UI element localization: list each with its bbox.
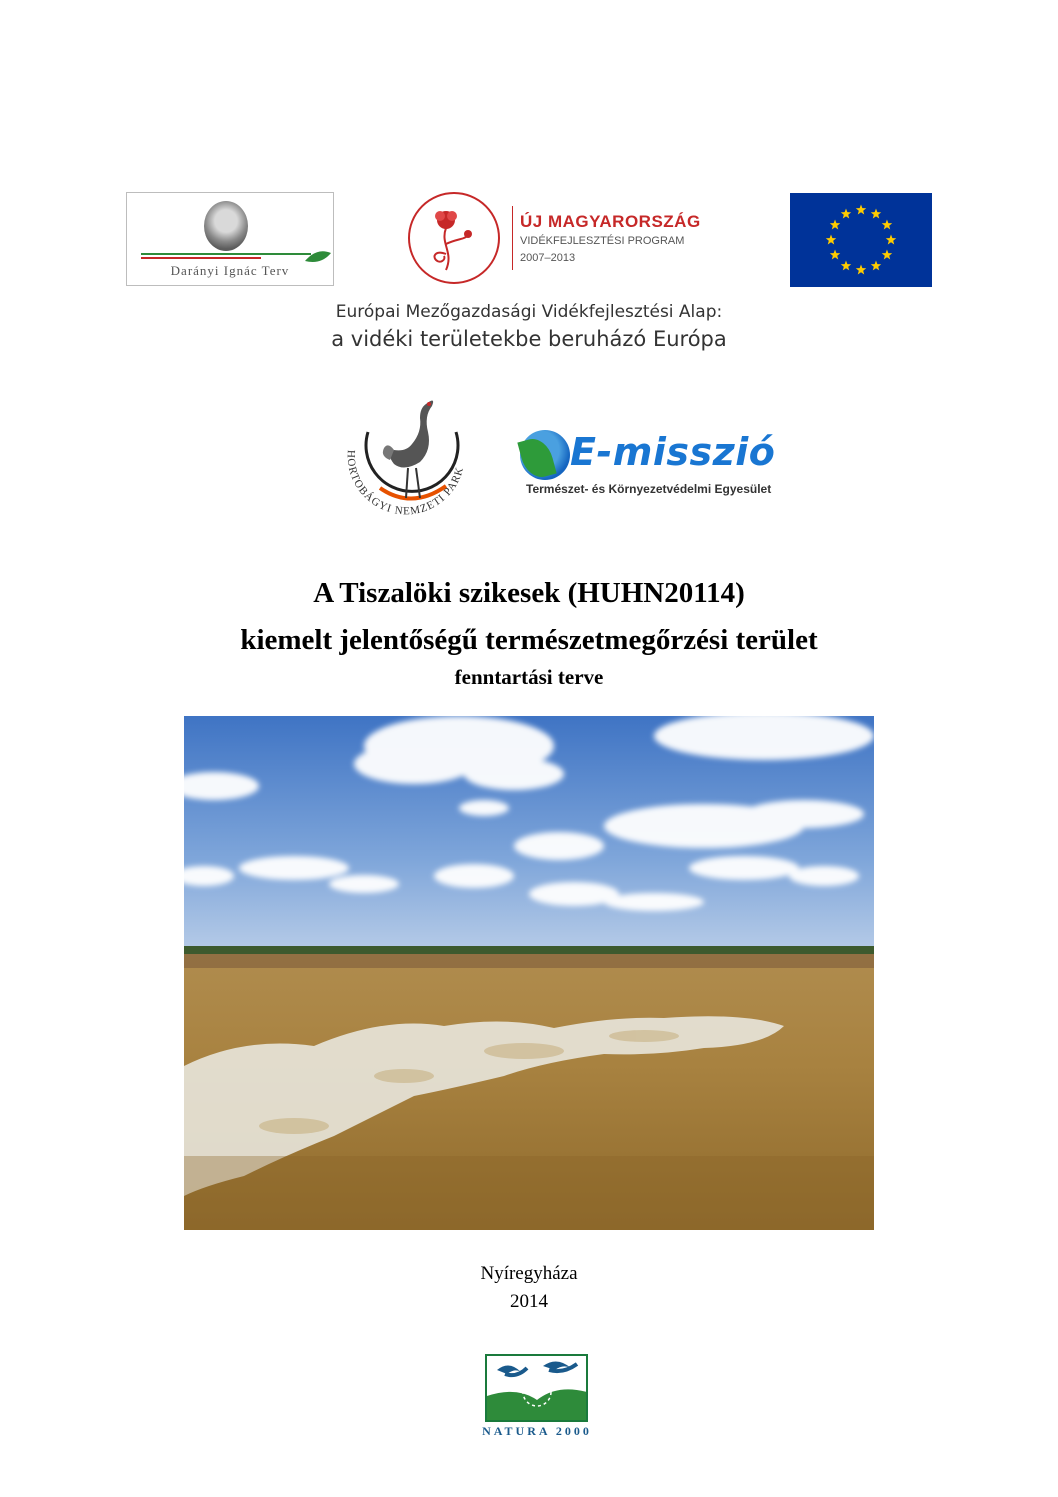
eu-star-icon bbox=[841, 209, 851, 219]
crane-emblem-icon bbox=[328, 392, 488, 522]
saline-grassland-photo bbox=[184, 716, 874, 1230]
eu-star-icon bbox=[830, 250, 840, 260]
e-misszio-logo bbox=[518, 428, 786, 502]
flower-emblem-icon bbox=[408, 192, 500, 284]
eu-star-icon bbox=[886, 235, 896, 245]
eu-stars-icon bbox=[790, 193, 932, 287]
eu-star-icon bbox=[882, 220, 892, 230]
eu-star-icon bbox=[826, 235, 836, 245]
uj-magyarorszag-title: ÚJ MAGYARORSZÁG bbox=[520, 212, 701, 231]
document-title-line2: kiemelt jelentőségű természetmegőrzési terület bbox=[240, 624, 818, 656]
hnp-caption: HORTOBÁGYI NEMZETI PARK bbox=[344, 449, 467, 518]
eu-star-icon bbox=[856, 205, 866, 215]
eu-star-icon bbox=[882, 250, 892, 260]
eu-flag-logo bbox=[790, 193, 932, 287]
e-misszio-name: E-misszió bbox=[570, 430, 776, 474]
portrait-icon bbox=[204, 201, 248, 251]
eu-star-icon bbox=[871, 209, 881, 219]
daranyi-caption: Darányi Ignác Terv bbox=[170, 263, 290, 278]
place-name: Nyíregyháza bbox=[480, 1263, 578, 1284]
eu-fund-text bbox=[0, 300, 1058, 354]
uj-magyarorszag-years: 2007–2013 bbox=[520, 252, 576, 264]
eu-star-icon bbox=[830, 220, 840, 230]
uj-magyarorszag-subtitle: VIDÉKFEJLESZTÉSI PROGRAM bbox=[520, 235, 685, 247]
natura-2000-logo bbox=[482, 1344, 592, 1440]
eu-star-icon bbox=[871, 260, 881, 270]
document-subtitle: fenntartási terve bbox=[454, 665, 604, 689]
daranyi-ignac-terv-logo bbox=[126, 192, 334, 286]
hortobagyi-nemzeti-park-logo bbox=[328, 392, 488, 522]
document-title-line1: A Tiszalöki szikesek (HUHN20114) bbox=[313, 577, 745, 609]
eu-star-icon bbox=[856, 265, 866, 275]
eu-fund-line2: a vidéki területekbe beruházó Európa bbox=[331, 327, 727, 351]
natura-caption: NATURA 2000 bbox=[482, 1424, 592, 1438]
e-misszio-subtitle: Természet- és Környezetvédelmi Egyesület bbox=[526, 482, 772, 496]
publication-year: 2014 bbox=[510, 1291, 548, 1312]
uj-magyarorszag-logo bbox=[408, 192, 708, 286]
natura-birds-icon bbox=[485, 1354, 588, 1422]
eu-fund-line1: Európai Mezőgazdasági Vidékfejlesztési Alap: bbox=[335, 302, 723, 322]
eu-star-icon bbox=[841, 260, 851, 270]
